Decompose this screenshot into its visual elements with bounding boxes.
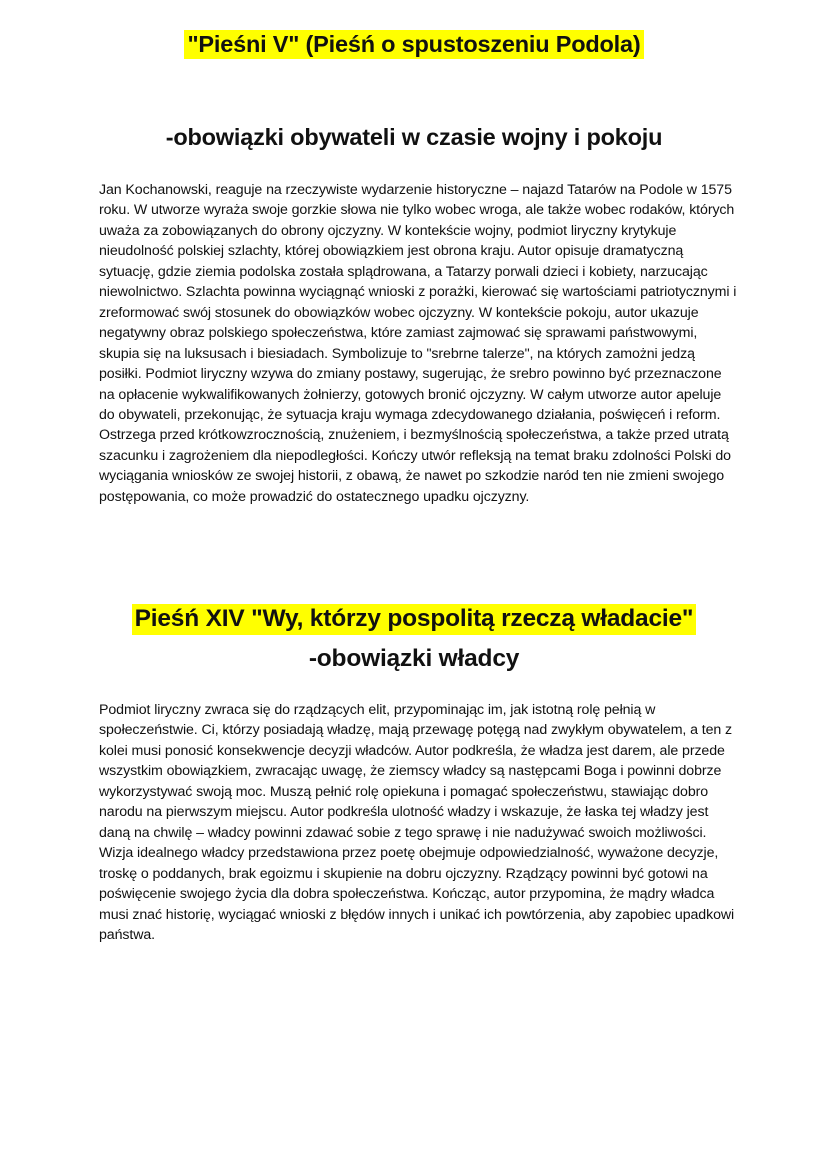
- section1-paragraph: Jan Kochanowski, reaguje na rzeczywiste wydarzenie historyczne – najazd Tatarów na Podole w 1575 roku. W utworze wyraża swoje gorzkie słowa nie tylko wobec wroga, ale także wobec rodaków, których uważa za zobowiązanych do obrony ojczyzny. W kontekście wojny, podmiot liryczny krytykuje nieudolność polskiej szlachty, której obowiązkiem jest obrona kraju. Autor opisuje dramatyczną sytuację, gdzie ziemia podolska została splądrowana, a Tatarzy porwali dzieci i kobiety, narzucając niewolnictwo. Szlachta powinna wyciągnąć wnioski z porażki, kierować się wartościami patriotycznymi i zreformować swój stosunek do obowiązków wobec ojczyzny. W kontekście pokoju, autor ukazuje negatywny obraz polskiego społeczeństwa, które zamiast zajmować się sprawami państwowymi, skupia się na luksusach i biesiadach. Symbolizuje to "srebrne talerze", na których zamożni jedzą posiłki. Podmiot liryczny wzywa do zmiany postawy, sugerując, że srebro powinno być przeznaczone na opłacenie wykwalifikowanych żołnierzy, gotowych bronić ojczyzny. W całym utworze autor apeluje do obywateli, przekonując, że sytuacja kraju wymaga zdecydowanego działania, poświęceń i reform. Ostrzega przed krótkowzrocznością, znużeniem, i bezmyślnością społeczeństwa, a także przed utratą szacunku i zagrożeniem dla niepodległości. Kończy utwór refleksją na temat braku zdolności Polski do wyciągania wniosków ze swojej historii, z obawą, że nawet po szkodzie naród ten nie zmieni swojego postępowania, co może prowadzić do ostatecznego upadku ojczyzny.: [99, 182, 737, 505]
- section2-title: Pieśń XIV "Wy, którzy pospolitą rzeczą władacie": [132, 604, 697, 635]
- section2-paragraph: Podmiot liryczny zwraca się do rządzących elit, przypominając im, jak istotną rolę pełnią w społeczeństwie. Ci, którzy posiadają władzę, mają przewagę potęgą nad zwykłym obywatelem, a ten z kolei musi ponosić konsekwencje decyzji władców. Autor podkreśla, że władza jest darem, ale przede wszystkim obowiązkiem, zwracając uwagę, że ziemscy władcy są następcami Boga i powinni dobrze wykorzystywać swoją moc. Muszą pełnić rolę opiekuna i pomagać społeczeństwu, stawiając dobro narodu na pierwszym miejscu. Autor podkreśla ulotność władzy i wskazuje, że łaska tej władzy jest daną na chwilę – władcy powinni zdawać sobie z tego sprawę i nie nadużywać swoich możliwości. Wizja idealnego władcy przedstawiona przez poetę obejmuje odpowiedzialność, wyważone decyzje, troskę o poddanych, brak egoizmu i skupienie na dobru ojczyzny. Rządzący powinni być gotowi na poświęcenie swojego życia dla dobra społeczeństwa. Kończąc, autor przypomina, że mądry władca musi znać historię, wyciągać wnioski z błędów innych i unikać ich powtórzenia, aby zapobiec upadkowi państwa.: [99, 702, 735, 943]
- section1-title-wrap: [0, 30, 828, 59]
- section1-subtitle: -obowiązki obywateli w czasie wojny i pokoju: [165, 124, 663, 150]
- section2-title-wrap: [0, 604, 828, 635]
- section1-title: "Pieśni V" (Pieśń o spustoszeniu Podola): [184, 30, 643, 59]
- section2-subtitle: -obowiązki władcy: [308, 645, 520, 672]
